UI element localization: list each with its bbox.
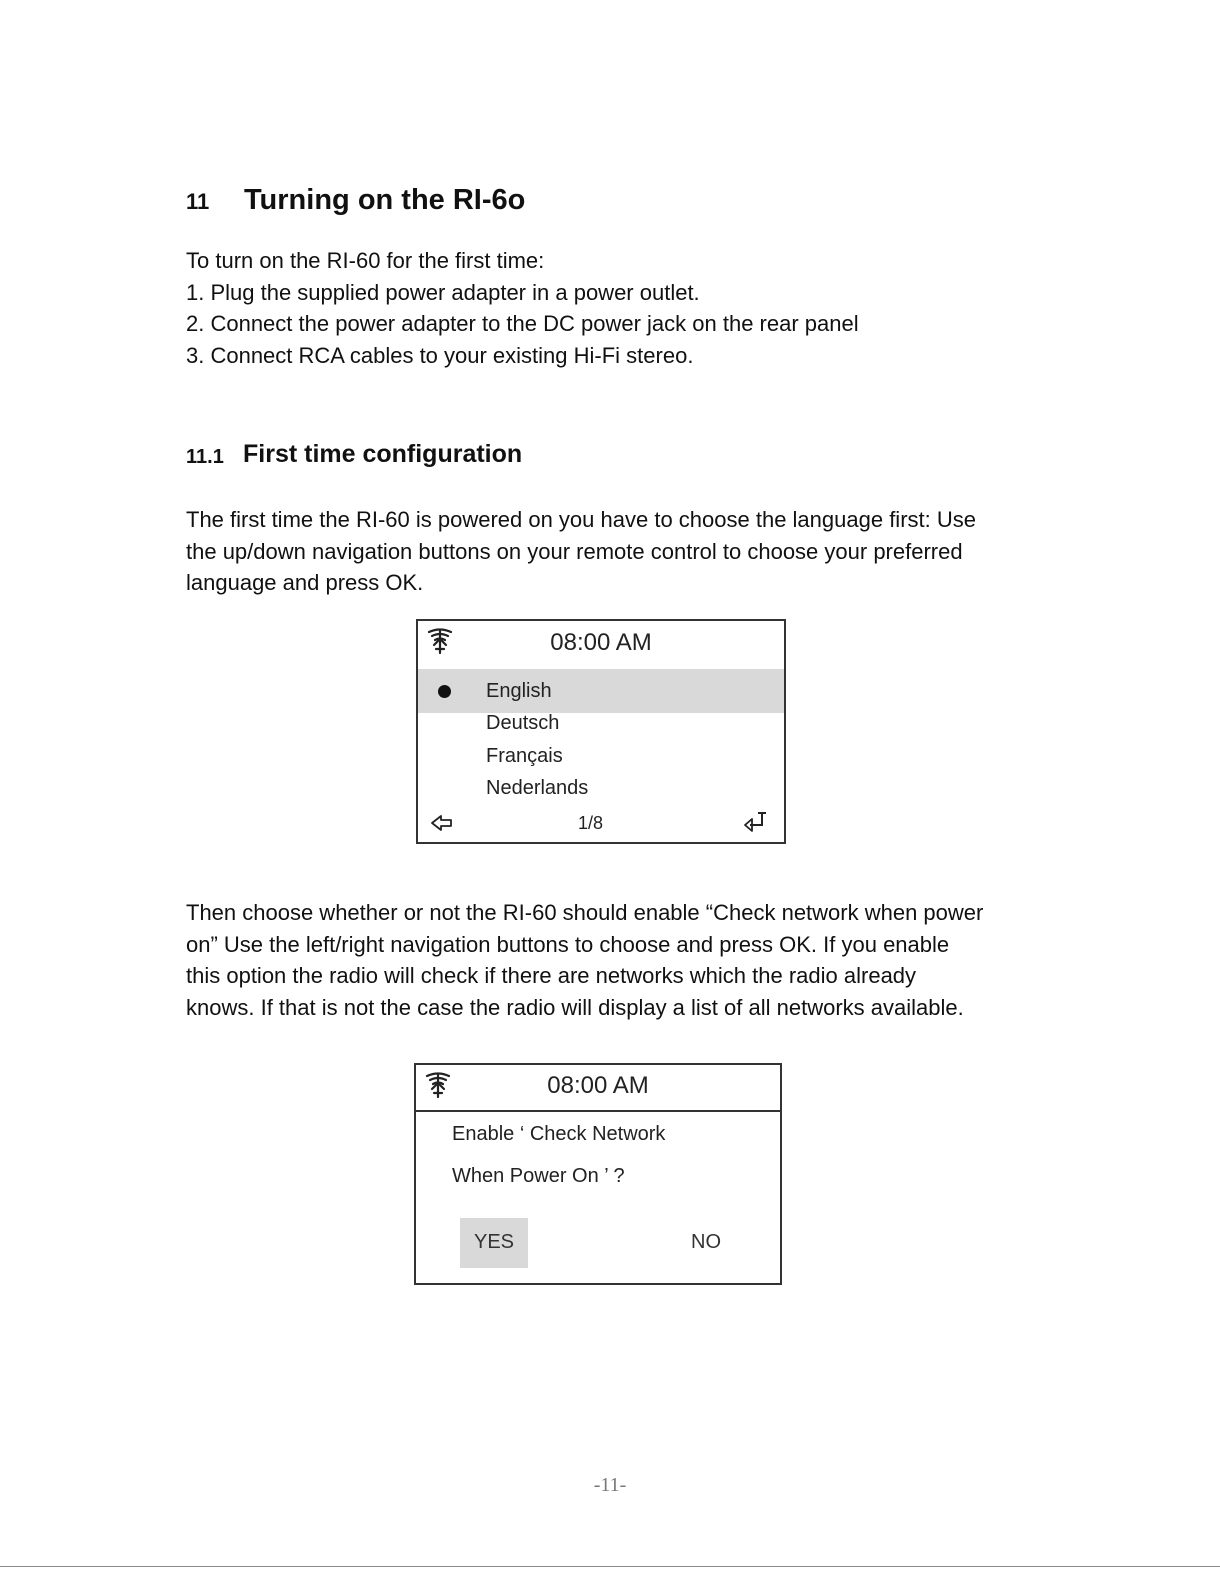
intro-line: 1. Plug the supplied power adapter in a power outlet. (186, 279, 700, 305)
intro-line: To turn on the RI-60 for the first time: (186, 248, 545, 273)
intro-line: 2. Connect the power adapter to the DC power jack on the rear panel (186, 311, 859, 337)
clock: 08:00 AM (547, 1072, 649, 1099)
section-title: Turning on the RI-6o (244, 184, 526, 216)
prompt-line: When Power On ’ ? (452, 1165, 625, 1187)
section-number: 11 (186, 189, 210, 214)
language-option[interactable]: Français (486, 745, 563, 767)
subsection-number: 11.1 (186, 446, 224, 468)
language-option[interactable]: Nederlands (486, 777, 589, 799)
paragraph-line: Then choose whether or not the RI-60 should enable “Check network when power (186, 900, 984, 925)
no-button[interactable]: NO (691, 1231, 721, 1253)
enter-icon[interactable] (742, 811, 768, 835)
page-indicator: 1/8 (578, 813, 604, 833)
yes-button[interactable]: YES (460, 1218, 528, 1268)
paragraph-line: this option the radio will check if there are networks which the radio already (186, 963, 917, 989)
selected-row-highlight (418, 669, 784, 713)
paragraph-line: on” Use the left/right navigation buttons to choose and press OK. If you enable (186, 931, 950, 957)
bottom-rule (0, 1566, 1220, 1567)
language-option[interactable]: Deutsch (486, 712, 560, 734)
clock: 08:00 AM (550, 629, 652, 656)
language-screen (416, 619, 786, 844)
paragraph-line: The first time the RI-60 is powered on you have to choose the language first: Use (186, 507, 976, 532)
intro-line: 3. Connect RCA cables to your existing Hi-Fi stereo. (186, 343, 694, 369)
prompt-line: Enable ‘ Check Network (452, 1123, 666, 1145)
page-number: -11- (593, 1474, 627, 1496)
back-arrow-icon[interactable] (430, 813, 454, 833)
paragraph-line: language and press OK. (186, 570, 424, 596)
paragraph-line: knows. If that is not the case the radio will display a list of all networks available. (186, 995, 964, 1021)
paragraph-line: the up/down navigation buttons on your remote control to choose your preferred (186, 538, 963, 564)
language-instructions (186, 504, 1086, 599)
intro-paragraph (186, 245, 1086, 372)
bullet-icon (438, 685, 451, 698)
language-option[interactable]: English (486, 680, 552, 702)
header-divider (416, 1110, 780, 1112)
network-instructions (186, 897, 1086, 1024)
subsection-title: First time configuration (243, 440, 523, 468)
network-check-screen (414, 1063, 782, 1285)
